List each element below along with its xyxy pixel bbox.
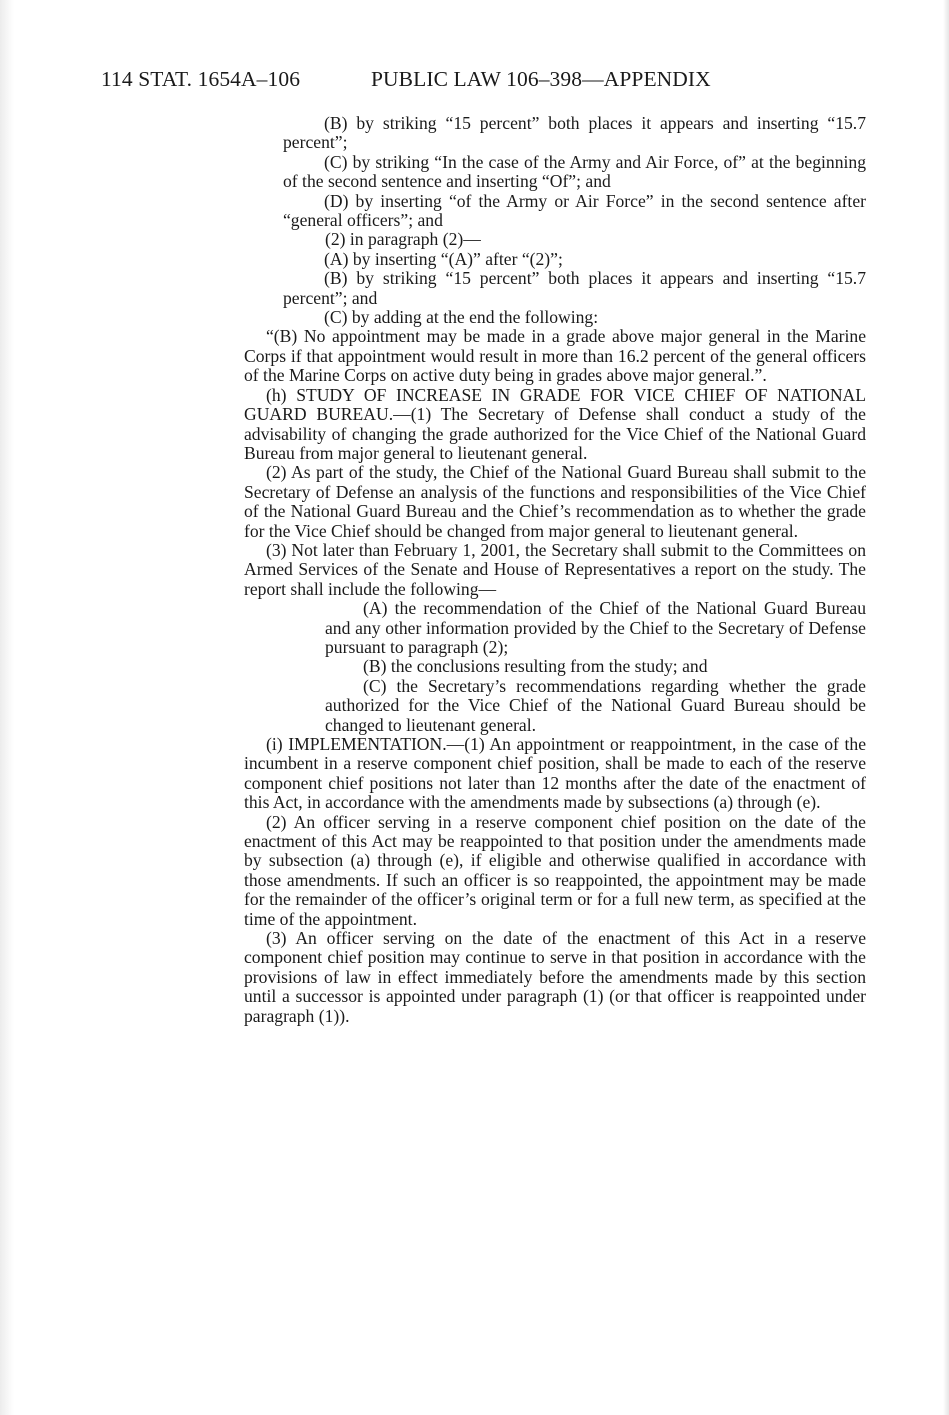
quoted-text-b: “(B) No appointment may be made in a grade above major general in the Marine Corps if that appointment would result in more than 16.2 percent of the general officers of the Marine Corps on active duty being in grades above major general.”. — [244, 326, 866, 386]
paragraph-i2: (2) An officer serving in a reserve component chief position on the date of the enactment of this Act may be reappointed to that position under the amendments made by subsection (a) through (e), if eligible and otherwise qualified in accordance with those amendments. If such an officer is so reappointed, the appointment may be made for the remainder of the officer’s original term or for a full new term, as specified at the time of the appointment. — [244, 811, 866, 929]
paragraph-i3: (3) An officer serving on the date of the enactment of this Act in a reserve component chief position may continue to serve in that position in accordance with the provisions of law in effect immediately before the amendments made by this section until a successor is appointed under paragraph (1) (or that officer is reappointed under paragraph (1)). — [244, 928, 866, 1026]
subsection-h-label: (h) — [266, 384, 287, 405]
clause-g2-c: (C) by adding at the end the following: — [324, 307, 599, 328]
page-title: PUBLIC LAW 106–398—APPENDIX — [371, 67, 711, 91]
paragraph-h3: (3) Not later than February 1, 2001, the Secretary shall submit to the Committees on Armed Services of the Senate and House of Representatives a report on the study. The report shall include the following— — [244, 539, 866, 599]
clause-g2-a: (A) by inserting “(A)” after “(2)”; — [324, 248, 563, 269]
subsection-i-body: —(1) An appointment or reappointment, in the case of the incumbent in a reserve component chief position, shall be made to each of the reserve component chief positions not later than 12 months after the date of the enactment of this Act, in accordance with the amendments made by subsections (a) through (e). — [244, 734, 867, 813]
statute-text — [244, 114, 866, 1026]
clause-g1-c: (C) by striking “In the case of the Army and Air Force, of” at the beginning of the second sentence and inserting “Of”; and — [283, 151, 866, 192]
subsection-i — [244, 735, 866, 813]
scan-edge-left — [0, 0, 14, 1415]
paragraph-h2: (2) As part of the study, the Chief of the National Guard Bureau shall submit to the Secretary of Defense an analysis of the functions and responsibilities of the Vice Chief of the National Guard Bureau and the Chief’s recommendation as to whether the grade for the Vice Chief should be changed from major general to lieutenant general. — [244, 462, 866, 541]
running-header — [101, 66, 801, 92]
scan-edge-right — [943, 0, 949, 1415]
paragraph-g2: (2) in paragraph (2)— — [325, 229, 481, 250]
subsection-h-heading: STUDY OF INCREASE IN GRADE FOR VICE CHIEF OF NATIONAL GUARD BUREAU. — [244, 384, 866, 425]
clause-h3-a: (A) the recommendation of the Chief of the National Guard Bureau and any other information provided by the Chief to the Secretary of Defense pursuant to paragraph (2); — [325, 598, 866, 657]
clause-h3-c: (C) the Secretary’s recommendations regarding whether the grade authorized for the Vice Chief of the National Guard Bureau should be changed to lieutenant general. — [325, 675, 866, 735]
clause-g2-b: (B) by striking “15 percent” both places it appears and inserting “15.7 percent”; and — [283, 268, 866, 308]
stat-citation: 114 STAT. 1654A–106 — [101, 67, 301, 91]
subsection-h-body: —(1) The Secretary of Defense shall conduct a study of the advisability of changing the grade authorized for the Vice Chief of the National Guard Bureau from major general to lieutenant general. — [244, 404, 866, 463]
subsection-i-label: (i) — [266, 734, 283, 754]
clause-g1-b: (B) by striking “15 percent” both places it appears and inserting “15.7 percent”; — [283, 113, 866, 153]
clause-g1-d: (D) by inserting “of the Army or Air Force” in the second sentence after “general officers”; and — [283, 190, 866, 231]
clause-h3-b: (B) the conclusions resulting from the study; and — [363, 656, 708, 677]
subsection-i-heading: IMPLEMENTATION. — [288, 734, 447, 754]
subsection-h — [244, 386, 866, 464]
